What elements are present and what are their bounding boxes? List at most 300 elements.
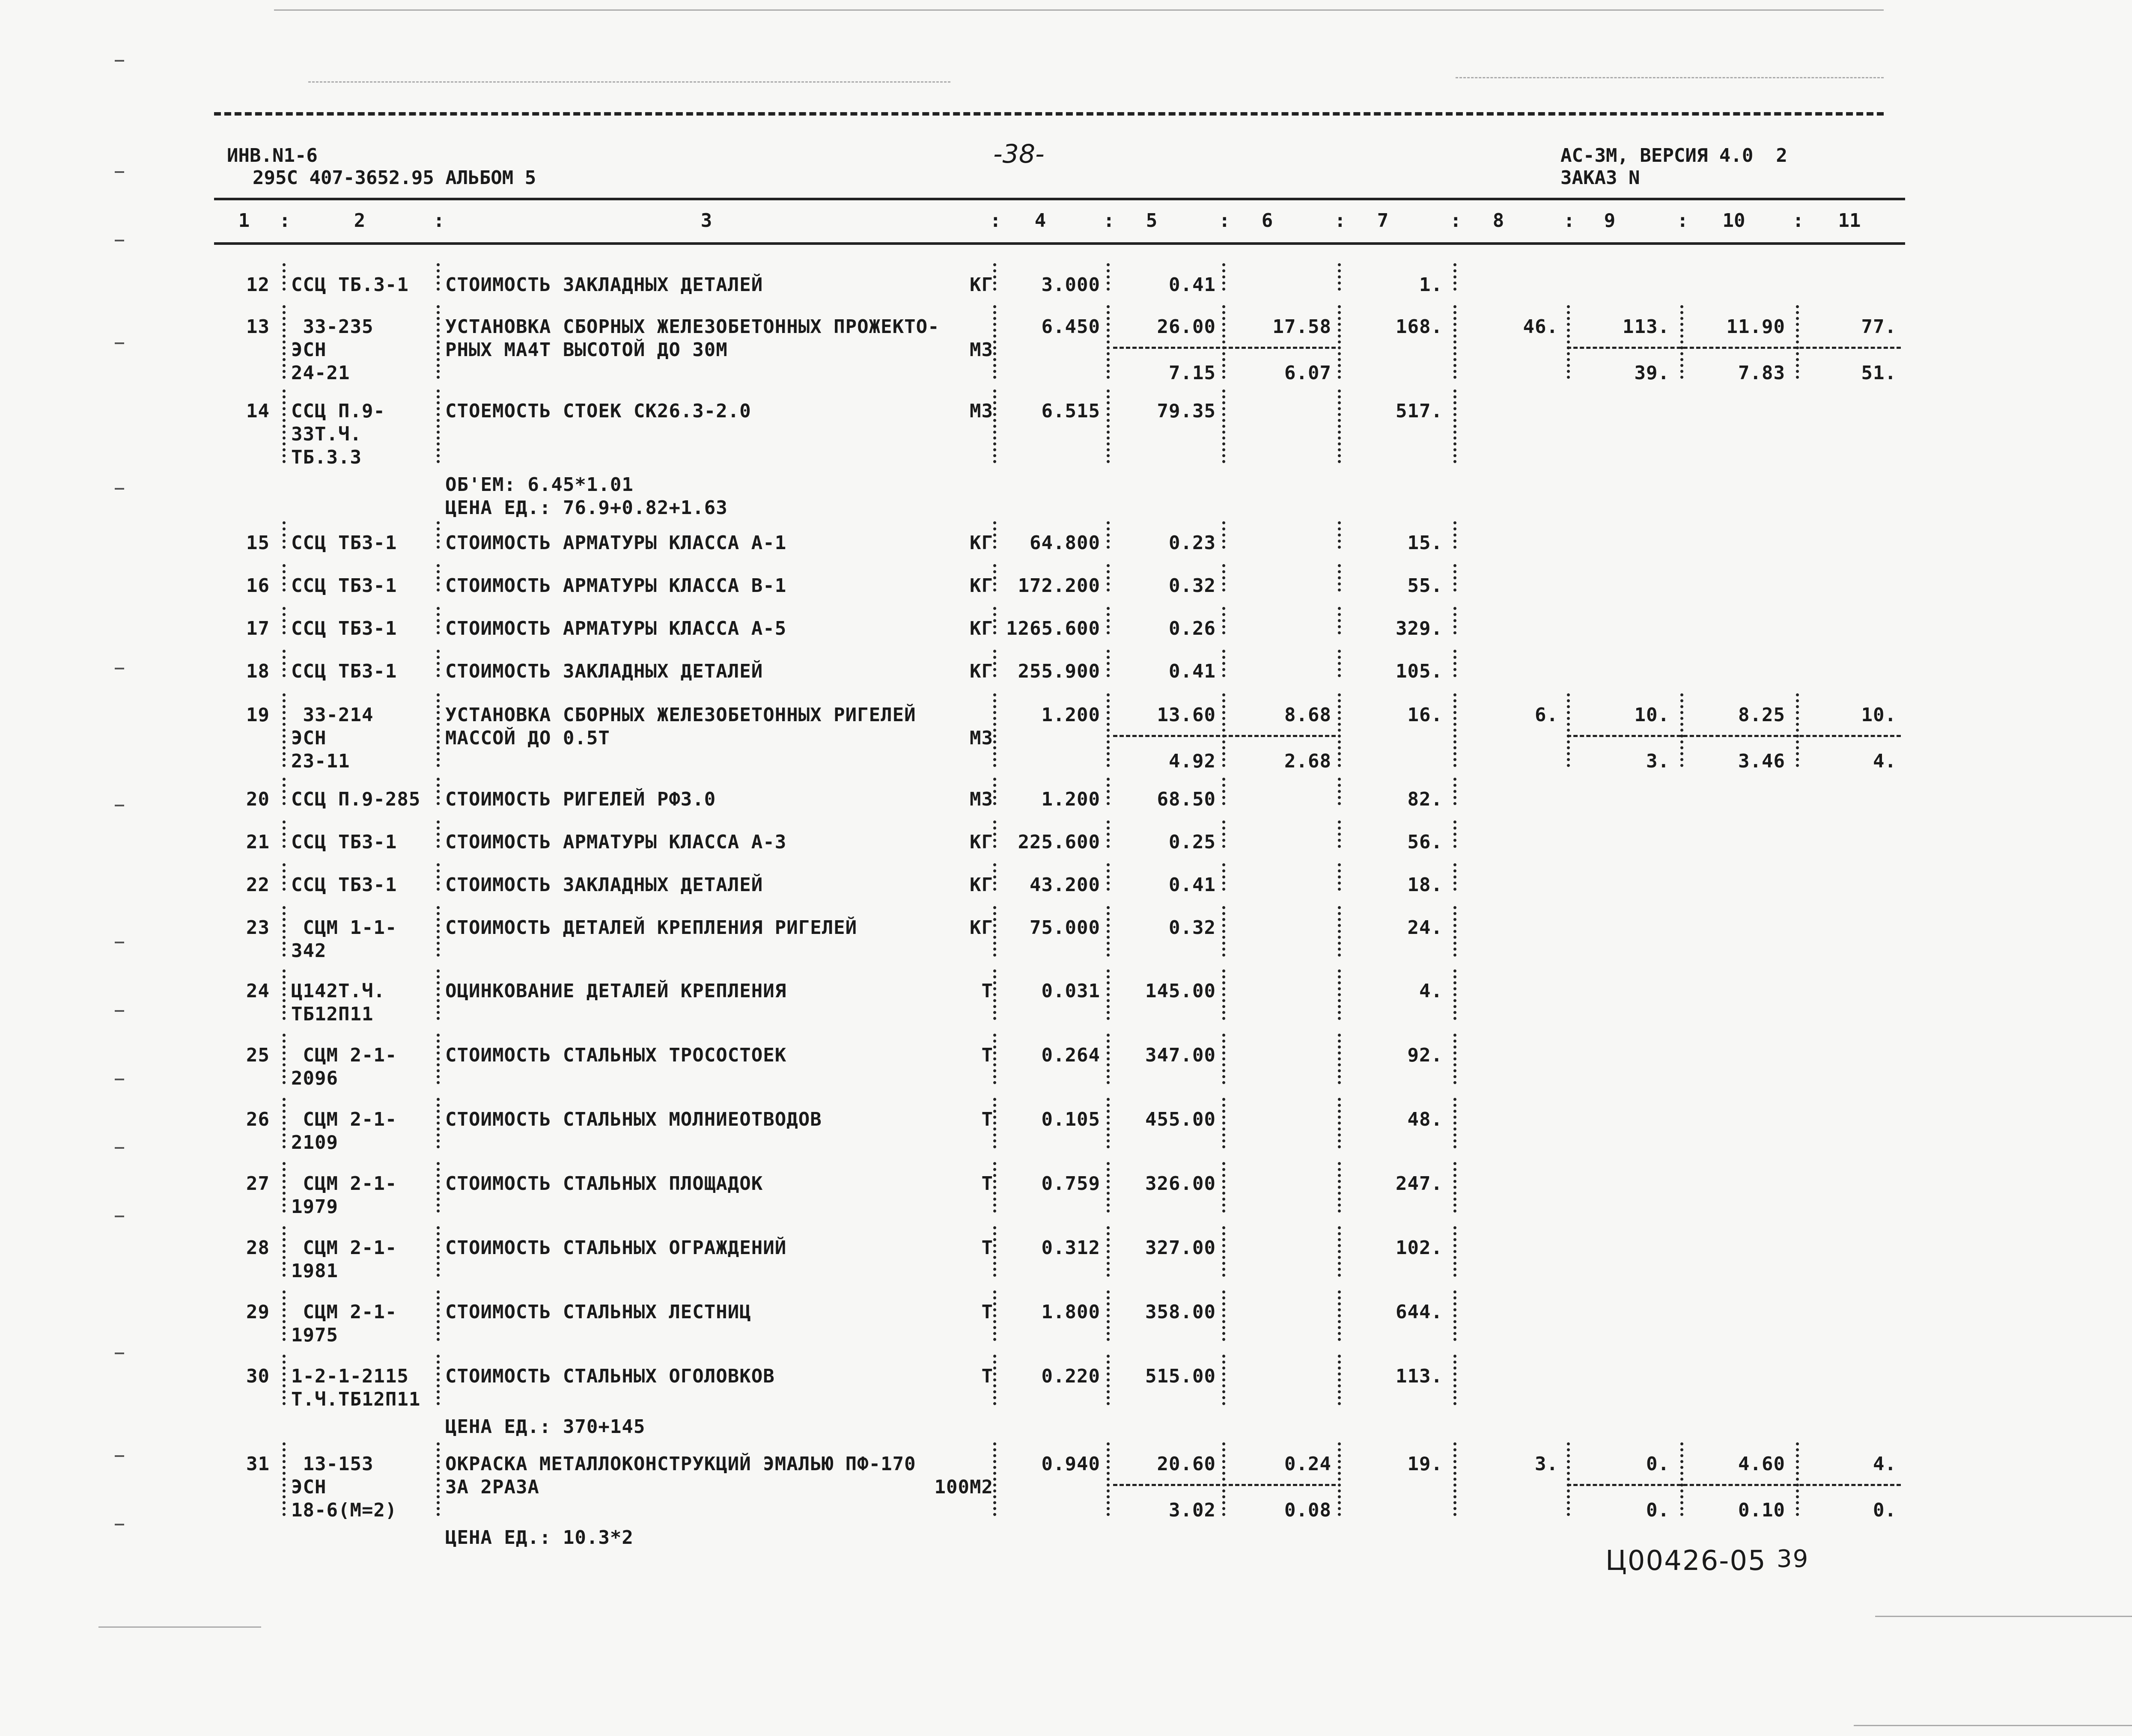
cell-qty: 172.200 [1018, 575, 1100, 597]
cell-c8: 46. [1523, 316, 1558, 338]
column-separator [283, 1355, 286, 1405]
album-reference: 295С 407-3652.95 АЛЬБОМ 5 [253, 167, 536, 189]
column-separator [1107, 389, 1110, 463]
column-separator [1107, 778, 1110, 805]
column-separator [1107, 1442, 1110, 1516]
cell-unit: КГ [970, 660, 993, 682]
cell-desc: СТОИМОСТЬ СТАЛЬНЫХ ТРОСОСТОЕК [445, 1044, 787, 1066]
cell-desc: УСТАНОВКА СБОРНЫХ ЖЕЛЕЗОБЕТОННЫХ ПРОЖЕКТО- [445, 316, 940, 338]
cell-desc: СТОИМОСТЬ РИГЕЛЕЙ РФ3.0 [445, 788, 716, 810]
cell-c7: 56. [1407, 831, 1443, 853]
column-separator [993, 263, 996, 291]
cell-qty: 64.800 [1030, 532, 1100, 554]
column-separator [1107, 1098, 1110, 1148]
column-separator [1107, 863, 1110, 891]
column-separator [1453, 820, 1456, 848]
column-separator [1222, 906, 1225, 957]
cell-c5: 26.00 [1157, 316, 1216, 338]
column-separator [437, 263, 440, 291]
cell-code: ССЦ ТБ3-1 [291, 618, 397, 639]
cell-c5: 0.32 [1169, 575, 1216, 597]
column-separator [1222, 1355, 1225, 1405]
cell-c5: 13.60 [1157, 704, 1216, 726]
cell-c9: 0. [1646, 1499, 1670, 1521]
cell-code: ЭСН [291, 339, 327, 361]
margin-tick [115, 1147, 124, 1149]
column-separator [1107, 693, 1110, 767]
cell-c5: 0.25 [1169, 831, 1216, 853]
column-number: 3 [700, 210, 712, 232]
cell-c8: 6. [1535, 704, 1558, 726]
column-separator [437, 305, 440, 379]
cell-desc: СТОИМОСТЬ ЗАКЛАДНЫХ ДЕТАЛЕЙ [445, 274, 763, 296]
column-separator [1338, 1034, 1341, 1084]
column-separator: : [1793, 210, 1804, 232]
margin-tick [115, 488, 124, 490]
cell-qty: 43.200 [1030, 874, 1100, 896]
header-rule-bottom [214, 242, 1905, 245]
page-number: -38- [993, 139, 1045, 169]
column-separator [437, 607, 440, 634]
column-separator [283, 693, 286, 767]
cell-c5: 4.92 [1169, 750, 1216, 772]
price-note: ОБ'ЕМ: 6.45*1.01 [445, 474, 634, 496]
cell-code: ССЦ ТБ3-1 [291, 660, 397, 682]
column-separator [1222, 263, 1225, 291]
column-separator [1453, 863, 1456, 891]
cell-c7: 4. [1419, 980, 1443, 1002]
cell-unit: М3 [970, 788, 993, 810]
column-separator [1222, 521, 1225, 549]
cell-qty: 6.515 [1041, 400, 1100, 422]
cell-code: 1-2-1-2115 [291, 1365, 409, 1387]
column-separator [1107, 1226, 1110, 1277]
column-separator [1222, 1098, 1225, 1148]
cell-c9: 113. [1623, 316, 1670, 338]
column-number: 11 [1838, 210, 1861, 232]
column-number: 1 [238, 210, 250, 232]
cell-desc: СТОЕМОСТЬ СТОЕК СК26.3-2.0 [445, 400, 751, 422]
column-separator [993, 820, 996, 848]
column-separator [1107, 564, 1110, 592]
column-separator [993, 1226, 996, 1277]
column-separator [437, 820, 440, 848]
cell-n: 13 [246, 316, 270, 338]
column-separator [1222, 650, 1225, 677]
column-separator [1453, 778, 1456, 805]
cell-code: Ц142Т.Ч. [291, 980, 385, 1002]
cell-code: ССЦ ТБ3-1 [291, 575, 397, 597]
column-separator [1107, 820, 1110, 848]
column-separator [1107, 906, 1110, 957]
column-separator: : [1677, 210, 1688, 232]
cell-code: 24-21 [291, 362, 350, 384]
column-separator [283, 263, 286, 291]
price-note: ЦЕНА ЕД.: 76.9+0.82+1.63 [445, 497, 728, 519]
column-separator [1338, 693, 1341, 767]
column-separator [1107, 1355, 1110, 1405]
column-separator [1222, 1034, 1225, 1084]
subtotal-divider [1567, 347, 1901, 349]
column-separator [1453, 263, 1456, 291]
cell-unit: Т [981, 1365, 993, 1387]
column-separator [1453, 969, 1456, 1020]
cell-desc: СТОИМОСТЬ АРМАТУРЫ КЛАССА А-3 [445, 831, 787, 853]
column-number: 7 [1377, 210, 1389, 232]
column-separator [993, 305, 996, 379]
column-separator [993, 906, 996, 957]
cell-c6: 0.08 [1284, 1499, 1331, 1521]
column-separator [1107, 650, 1110, 677]
column-separator [993, 1442, 996, 1516]
column-separator [1107, 263, 1110, 291]
column-separator [1338, 1226, 1341, 1277]
margin-tick [115, 1079, 124, 1080]
cell-n: 27 [246, 1173, 270, 1195]
cell-desc: СТОИМОСТЬ ДЕТАЛЕЙ КРЕПЛЕНИЯ РИГЕЛЕЙ [445, 917, 858, 939]
cell-unit: М3 [970, 339, 993, 361]
cell-unit: КГ [970, 874, 993, 896]
cell-n: 29 [246, 1301, 270, 1323]
cell-c5: 347.00 [1145, 1044, 1216, 1066]
column-number: 10 [1722, 210, 1745, 232]
cell-qty: 0.220 [1041, 1365, 1100, 1387]
column-separator [437, 863, 440, 891]
column-separator [993, 1162, 996, 1213]
column-separator [1222, 305, 1225, 379]
cell-code: ТБ12П11 [291, 1003, 374, 1025]
cell-qty: 225.600 [1018, 831, 1100, 853]
cell-unit: Т [981, 980, 993, 1002]
cell-code: ССЦ ТБ.3-1 [291, 274, 409, 296]
margin-tick [115, 805, 124, 806]
column-separator [1453, 1162, 1456, 1213]
scan-artifact-line [274, 9, 1884, 11]
cell-qty: 1.200 [1041, 704, 1100, 726]
cell-c7: 82. [1407, 788, 1443, 810]
cell-c7: 1. [1419, 274, 1443, 296]
cell-c7: 105. [1396, 660, 1443, 682]
cell-c6: 8.68 [1284, 704, 1331, 726]
cell-code: СЦМ 1-1- [291, 917, 397, 939]
scan-artifact-line [98, 1626, 261, 1628]
cell-desc: РНЫХ МА4Т ВЫСОТОЙ ДО 30М [445, 339, 728, 361]
cell-n: 21 [246, 831, 270, 853]
column-separator [1338, 263, 1341, 291]
column-separator [1222, 778, 1225, 805]
column-separator [1567, 1442, 1570, 1516]
cell-c10: 3.46 [1738, 750, 1785, 772]
cell-c11: 4. [1873, 750, 1897, 772]
cell-c7: 19. [1407, 1453, 1443, 1475]
document-stamp: Ц00426-05 [1605, 1545, 1766, 1577]
cell-c10: 11.90 [1726, 316, 1785, 338]
cell-c5: 0.26 [1169, 618, 1216, 639]
inventory-number: ИНВ.N1-6 [227, 145, 318, 166]
cell-c7: 247. [1396, 1173, 1443, 1195]
cell-code: 1975 [291, 1324, 338, 1346]
column-separator [1222, 389, 1225, 463]
margin-tick [115, 240, 124, 241]
cell-c7: 15. [1407, 532, 1443, 554]
cell-unit: Т [981, 1109, 993, 1130]
margin-tick [115, 668, 124, 669]
margin-tick [115, 342, 124, 344]
cell-c5: 0.41 [1169, 874, 1216, 896]
cell-c11: 4. [1873, 1453, 1897, 1475]
cell-code: 2096 [291, 1067, 338, 1089]
column-separator [1338, 521, 1341, 549]
cell-qty: 0.105 [1041, 1109, 1100, 1130]
cell-c5: 0.41 [1169, 660, 1216, 682]
column-separator [1338, 1098, 1341, 1148]
cell-c5: 79.35 [1157, 400, 1216, 422]
cell-code: СЦМ 2-1- [291, 1301, 397, 1323]
cell-unit: М3 [970, 727, 993, 749]
column-separator [1222, 1226, 1225, 1277]
column-separator [1796, 1442, 1799, 1516]
column-separator: : [1219, 210, 1230, 232]
cell-c11: 0. [1873, 1499, 1897, 1521]
column-separator [993, 389, 996, 463]
cell-c7: 329. [1396, 618, 1443, 639]
column-separator [1453, 1355, 1456, 1405]
column-separator [437, 778, 440, 805]
perforation-line [214, 112, 1884, 116]
cell-qty: 6.450 [1041, 316, 1100, 338]
column-separator [283, 1162, 286, 1213]
cell-c9: 0. [1646, 1453, 1670, 1475]
column-separator [993, 607, 996, 634]
column-separator [993, 1355, 996, 1405]
scan-artifact-line [1456, 77, 1884, 78]
cell-n: 23 [246, 917, 270, 939]
cell-code: СЦМ 2-1- [291, 1237, 397, 1259]
column-separator [1222, 863, 1225, 891]
cell-n: 31 [246, 1453, 270, 1475]
column-separator [1338, 1355, 1341, 1405]
column-separator [993, 693, 996, 767]
cell-code: ССЦ ТБ3-1 [291, 532, 397, 554]
column-separator [1453, 650, 1456, 677]
column-separator [1567, 693, 1570, 767]
cell-code: ССЦ П.9- [291, 400, 385, 422]
cell-n: 19 [246, 704, 270, 726]
cell-c8: 3. [1535, 1453, 1558, 1475]
column-separator [1453, 1098, 1456, 1148]
column-separator [437, 564, 440, 592]
column-separator [1453, 1034, 1456, 1084]
column-separator [1107, 1034, 1110, 1084]
cell-code: Т.Ч.ТБ12П11 [291, 1388, 421, 1410]
cell-c10: 4.60 [1738, 1453, 1785, 1475]
subtotal-divider [1567, 735, 1901, 737]
column-separator [283, 1098, 286, 1148]
cell-qty: 1.200 [1041, 788, 1100, 810]
column-separator [1453, 305, 1456, 379]
column-separator [1107, 969, 1110, 1020]
margin-tick [115, 1353, 124, 1354]
column-separator [1338, 778, 1341, 805]
cell-desc: ОЦИНКОВАНИЕ ДЕТАЛЕЙ КРЕПЛЕНИЯ [445, 980, 787, 1002]
cell-code: 1979 [291, 1196, 338, 1218]
order-label: ЗАКАЗ N [1560, 167, 1640, 189]
column-separator: : [1450, 210, 1462, 232]
cell-code: СЦМ 2-1- [291, 1109, 397, 1130]
cell-c10: 7.83 [1738, 362, 1785, 384]
cell-n: 28 [246, 1237, 270, 1259]
cell-qty: 3.000 [1041, 274, 1100, 296]
cell-c5: 358.00 [1145, 1301, 1216, 1323]
column-separator [1107, 521, 1110, 549]
column-separator [1338, 564, 1341, 592]
column-separator [283, 650, 286, 677]
column-separator [1453, 1442, 1456, 1516]
column-separator [437, 906, 440, 957]
column-separator [1107, 607, 1110, 634]
column-separator [1567, 305, 1570, 379]
cell-unit: Т [981, 1044, 993, 1066]
cell-c7: 48. [1407, 1109, 1443, 1130]
cell-code: 342 [291, 940, 327, 962]
column-separator [1453, 521, 1456, 549]
margin-tick [115, 1010, 124, 1012]
cell-code: ССЦ П.9-285 [291, 788, 421, 810]
cell-unit: КГ [970, 532, 993, 554]
column-separator [1338, 607, 1341, 634]
cell-c6: 17.58 [1272, 316, 1331, 338]
column-separator [437, 1442, 440, 1516]
cell-desc: МАССОЙ ДО 0.5Т [445, 727, 610, 749]
cell-c5: 455.00 [1145, 1109, 1216, 1130]
cell-n: 22 [246, 874, 270, 896]
cell-c9: 10. [1634, 704, 1670, 726]
cell-unit: 100М2 [934, 1476, 993, 1498]
cell-n: 15 [246, 532, 270, 554]
cell-qty: 0.312 [1041, 1237, 1100, 1259]
cell-desc: СТОИМОСТЬ ЗАКЛАДНЫХ ДЕТАЛЕЙ [445, 874, 763, 896]
cell-c7: 102. [1396, 1237, 1443, 1259]
cell-c5: 0.23 [1169, 532, 1216, 554]
column-separator [1222, 1290, 1225, 1341]
column-separator [1338, 820, 1341, 848]
margin-tick [115, 1216, 124, 1217]
column-separator [283, 305, 286, 379]
column-separator [1453, 1226, 1456, 1277]
column-number: 8 [1492, 210, 1504, 232]
cell-c11: 10. [1861, 704, 1897, 726]
cell-c11: 77. [1861, 316, 1897, 338]
cell-qty: 255.900 [1018, 660, 1100, 682]
cell-code: 1981 [291, 1260, 338, 1282]
cell-code: ССЦ ТБ3-1 [291, 831, 397, 853]
cell-n: 24 [246, 980, 270, 1002]
cell-n: 17 [246, 618, 270, 639]
cell-unit: Т [981, 1301, 993, 1323]
cell-c7: 113. [1396, 1365, 1443, 1387]
column-separator [993, 969, 996, 1020]
column-separator [283, 906, 286, 957]
cell-c5: 327.00 [1145, 1237, 1216, 1259]
cell-code: 23-11 [291, 750, 350, 772]
cell-qty: 0.940 [1041, 1453, 1100, 1475]
margin-tick [115, 1524, 124, 1525]
cell-c5: 326.00 [1145, 1173, 1216, 1195]
column-separator [437, 1290, 440, 1341]
cell-desc: СТОИМОСТЬ СТАЛЬНЫХ ЛЕСТНИЦ [445, 1301, 751, 1323]
column-separator [1222, 1162, 1225, 1213]
column-separator [283, 820, 286, 848]
cell-desc: СТОИМОСТЬ СТАЛЬНЫХ ПЛОЩАДОК [445, 1173, 763, 1195]
column-separator [1107, 1162, 1110, 1213]
cell-code: ЭСН [291, 1476, 327, 1498]
sheet-number: 39 [1777, 1545, 1809, 1573]
column-separator: : [1334, 210, 1346, 232]
column-separator [1453, 1290, 1456, 1341]
cell-desc: СТОИМОСТЬ СТАЛЬНЫХ МОЛНИЕОТВОДОВ [445, 1109, 822, 1130]
column-separator [283, 1226, 286, 1277]
cell-unit: КГ [970, 274, 993, 296]
column-separator [1338, 389, 1341, 463]
column-separator [993, 1290, 996, 1341]
cell-qty: 75.000 [1030, 917, 1100, 939]
column-separator [283, 521, 286, 549]
cell-c7: 24. [1407, 917, 1443, 939]
column-number: 9 [1604, 210, 1616, 232]
column-separator [1338, 863, 1341, 891]
cell-c5: 7.15 [1169, 362, 1216, 384]
cell-code: 33Т.Ч. [291, 423, 362, 445]
column-separator [283, 607, 286, 634]
cell-desc: УСТАНОВКА СБОРНЫХ ЖЕЛЕЗОБЕТОННЫХ РИГЕЛЕЙ [445, 704, 916, 726]
column-separator [993, 650, 996, 677]
column-separator [1222, 1442, 1225, 1516]
column-separator [1222, 820, 1225, 848]
cell-c11: 51. [1861, 362, 1897, 384]
column-separator [437, 1098, 440, 1148]
column-separator [437, 650, 440, 677]
column-separator [993, 564, 996, 592]
column-separator [283, 389, 286, 463]
column-separator [437, 1162, 440, 1213]
cell-c5: 68.50 [1157, 788, 1216, 810]
cell-c6: 6.07 [1284, 362, 1331, 384]
cell-unit: КГ [970, 917, 993, 939]
price-note: ЦЕНА ЕД.: 370+145 [445, 1416, 646, 1438]
program-version: АС-3М, ВЕРСИЯ 4.0 2 [1560, 145, 1787, 166]
column-separator [283, 969, 286, 1020]
cell-c10: 0.10 [1738, 1499, 1785, 1521]
cell-c9: 3. [1646, 750, 1670, 772]
cell-c7: 517. [1396, 400, 1443, 422]
scan-artifact-line [1854, 1725, 2132, 1726]
column-number: 4 [1034, 210, 1046, 232]
cell-desc: СТОИМОСТЬ АРМАТУРЫ КЛАССА А-5 [445, 618, 787, 639]
cell-qty: 1265.600 [1006, 618, 1100, 639]
column-separator: : [1103, 210, 1115, 232]
cell-c5: 0.32 [1169, 917, 1216, 939]
cell-c5: 145.00 [1145, 980, 1216, 1002]
column-separator [283, 863, 286, 891]
cell-qty: 0.759 [1041, 1173, 1100, 1195]
column-separator [993, 521, 996, 549]
margin-tick [115, 60, 124, 62]
column-separator [1338, 906, 1341, 957]
column-separator [1338, 1442, 1341, 1516]
cell-c5: 0.41 [1169, 274, 1216, 296]
cell-qty: 0.264 [1041, 1044, 1100, 1066]
cell-code: ТБ.3.3 [291, 446, 362, 468]
